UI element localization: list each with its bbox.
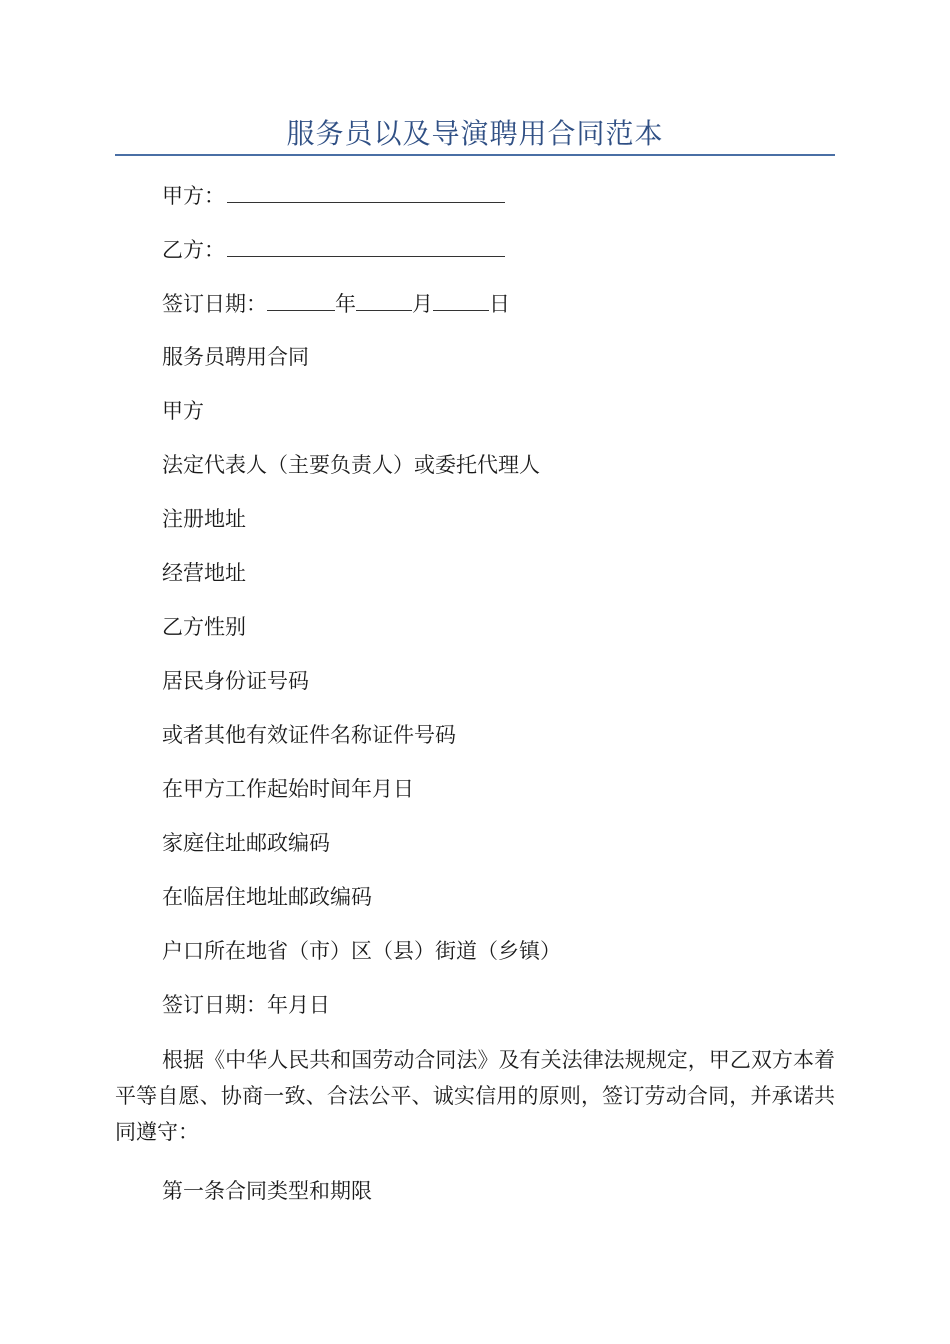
list-item: 经营地址 xyxy=(162,561,246,585)
party-a-blank xyxy=(227,180,505,203)
year-label: 年 xyxy=(335,292,356,316)
month-label: 月 xyxy=(412,292,433,316)
day-blank xyxy=(433,288,489,311)
party-a-label: 甲方： xyxy=(162,184,225,208)
list-item: 签订日期：年月日 xyxy=(162,993,330,1017)
party-b-label: 乙方： xyxy=(162,238,225,262)
list-item: 服务员聘用合同 xyxy=(162,345,309,369)
year-blank xyxy=(267,288,335,311)
list-item: 户口所在地省（市）区（县）街道（乡镇） xyxy=(162,939,561,963)
list-item: 在临居住地址邮政编码 xyxy=(162,885,372,909)
list-item: 在甲方工作起始时间年月日 xyxy=(162,777,414,801)
party-b-row xyxy=(162,234,505,265)
list-item: 家庭住址邮政编码 xyxy=(162,831,330,855)
list-item: 或者其他有效证件名称证件号码 xyxy=(162,723,456,747)
list-item: 法定代表人（主要负责人）或委托代理人 xyxy=(162,453,540,477)
list-item: 甲方 xyxy=(162,399,204,423)
month-blank xyxy=(356,288,412,311)
title-underline xyxy=(115,154,835,156)
party-a-row xyxy=(162,180,505,211)
document-title: 服务员以及导演聘用合同范本 xyxy=(286,117,664,150)
list-item: 乙方性别 xyxy=(162,615,246,639)
list-item: 注册地址 xyxy=(162,507,246,531)
sign-date-row xyxy=(162,288,510,319)
party-b-blank xyxy=(227,234,505,257)
day-label: 日 xyxy=(489,292,510,316)
intro-paragraph: 根据《中华人民共和国劳动合同法》及有关法律法规规定，甲乙双方本着平等自愿、协商一致、合法公平、诚实信用的原则，签订劳动合同，并承诺共同遵守： xyxy=(115,1048,835,1144)
list-item: 居民身份证号码 xyxy=(162,669,309,693)
article-heading: 第一条合同类型和期限 xyxy=(162,1179,372,1203)
sign-date-label: 签订日期： xyxy=(162,292,267,316)
